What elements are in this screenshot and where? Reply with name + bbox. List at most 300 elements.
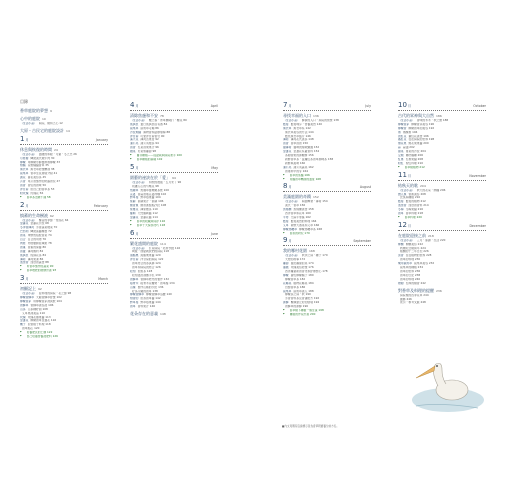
entry-title: 自製香草茶 186 xyxy=(285,285,306,289)
entry-title: 柳蘭美容 222 xyxy=(405,242,424,246)
entry-herb: 粉紅 xyxy=(398,161,404,165)
month-english: May xyxy=(211,165,218,170)
page-number: 114 xyxy=(160,241,166,246)
entry-title: 用檸檬水靜置將薑檸檬 33 xyxy=(27,160,61,164)
entry-title: 給自己的香草茶 53 xyxy=(30,187,55,191)
entry-title: 松柏茶 128 xyxy=(137,270,153,273)
toc-entry[interactable] xyxy=(20,335,108,339)
entry-title: 傳統美式燉牛肉 30 xyxy=(30,156,55,160)
entry-title: 新鮮與美味 160 xyxy=(285,161,306,165)
entry-herb: 紫錐花 xyxy=(130,208,139,212)
entry-title: 藍色薰衣草貼片 146 xyxy=(285,134,311,138)
entry-herb: 漆大花 xyxy=(130,138,139,142)
entry-title: ◆ 香草的蒸餾 166 xyxy=(289,173,310,177)
entry-title: 接骨木花糖漿・香草醋 134 xyxy=(140,281,175,285)
entry-title: 金盞花系蓋香料 154 xyxy=(293,150,320,154)
entry-herb: 茴香 xyxy=(20,183,26,187)
toc-label: 目錄 xyxy=(20,99,28,104)
entry-title: 迷迭香蔬食 88 xyxy=(30,261,49,265)
entry-title: 蕾拉蘿蔔泡菜 174 xyxy=(290,262,314,266)
entry-herb: 鼠尾草 xyxy=(20,172,29,176)
toc-entry[interactable] xyxy=(130,158,218,162)
entry-title: 和煦的微風・五月末了 96 xyxy=(148,180,182,184)
entry-herb: 〔生活小品〕 xyxy=(283,118,300,122)
month-number: 2 xyxy=(20,200,25,209)
section-title-text: 清除焦慮和不安 xyxy=(130,112,158,118)
entry-herb: 魚腥草 xyxy=(130,188,139,192)
section-title[interactable] xyxy=(20,108,108,114)
month-header xyxy=(20,274,108,284)
page-number: 136 xyxy=(313,113,319,118)
entry-title: 檸檬香草茶 182 xyxy=(285,277,306,281)
entry-title: 香草的世界 236 xyxy=(400,270,421,273)
month-number: 10 xyxy=(398,101,407,109)
entry-herb: 琉璃苣 xyxy=(130,122,139,126)
month-english: September xyxy=(353,239,371,244)
entry-title: 萬物香如話療瓊梅 88 xyxy=(143,130,171,134)
entry-title: 香料果汁 146 xyxy=(137,305,156,309)
entry-title: ◆ 香草樹植物 212 xyxy=(404,165,425,169)
entry-title: 薰衣草紓緩精油 38 xyxy=(30,168,55,172)
entry-title: 香草的料理 230 xyxy=(400,258,421,262)
entry-herb: 芸香 xyxy=(20,180,26,184)
month-english: November xyxy=(469,173,486,178)
entry-title: 用檸檬香茅清爽飲 104 xyxy=(33,299,62,303)
entry-title: 用芸香製作的防蟲香包 47 xyxy=(27,180,61,184)
entry-title: ◆ 自己培養營養液肥料 126 xyxy=(26,335,58,339)
month-char: 月 xyxy=(288,104,292,108)
month-number: 5 xyxy=(130,162,135,171)
page-number: 10 xyxy=(42,116,46,121)
entry-herb: 豆類 xyxy=(398,154,404,158)
page-number: 92 xyxy=(38,287,42,292)
month-char: 月 xyxy=(135,165,139,170)
page-number: 9 xyxy=(50,108,52,113)
entry-title: 天然羅勒醬 112 xyxy=(137,212,158,216)
entry-herb: 金蓮花 xyxy=(20,222,29,226)
page-number: 152 xyxy=(313,195,319,200)
entry-herb: 洋甘菊 xyxy=(130,258,139,262)
entry-title: ◆ 香草樹下種植一個生蛋 198 xyxy=(289,309,324,313)
entry-title: 玫瑰花 56 xyxy=(30,191,44,195)
page-number: 14 xyxy=(66,128,70,133)
entry-title: 傳統蛋醬麵食 72 xyxy=(30,230,52,234)
entry-title: 蒜頭 202 xyxy=(402,146,415,150)
section-title[interactable] xyxy=(130,311,218,317)
month-english: February xyxy=(93,203,108,208)
entry-herb: 山茶 xyxy=(20,307,26,311)
entry-title: 打造庭院・培育零錢 116 xyxy=(148,246,181,250)
entry-herb: 甜菜 xyxy=(398,150,404,154)
entry-title: 庭院、樹和之心 12 xyxy=(38,121,63,125)
entry-title: 黑醋栗果醬 120 xyxy=(140,254,161,258)
entry-title: 香草點心 120 xyxy=(22,327,40,331)
pelican-eye xyxy=(436,365,438,367)
entry-title: 檸檬香蜂草浴鹽 140 xyxy=(146,293,172,297)
entry-title: 新鮮大酒菜和艾草 166 xyxy=(290,223,320,227)
entry-herb: 香草 xyxy=(130,305,136,309)
month-english: July xyxy=(365,104,371,108)
entry-herb: 香堇 xyxy=(20,245,26,249)
entry-title: 鼠尾草美人 188 xyxy=(293,289,314,293)
entry-herb: 藍莓 xyxy=(283,219,289,223)
entry-title: 西洋香草和花草 160 xyxy=(285,212,311,216)
pelican-neck xyxy=(433,363,446,386)
entry-herb: 洋甘菊 xyxy=(130,134,139,138)
entry-herb: 香菜 xyxy=(20,234,26,238)
entry-herb: 迷迭香 xyxy=(398,204,407,208)
entry-title: ◆ 播芽種植——從盆栽與庭院著手 100 xyxy=(136,154,182,158)
entry-herb: 藍莓 xyxy=(283,122,289,126)
entry-title: 可愛洋甘菊香皂 90 xyxy=(140,134,165,138)
entry-herb: 紅薑 xyxy=(398,157,404,161)
month-char: 月 xyxy=(407,223,412,228)
toc-entry[interactable] xyxy=(20,196,108,200)
entry-herb: 〔生活小品〕 xyxy=(398,118,415,122)
entry-herb: 百合 xyxy=(20,238,26,242)
entry-herb: 檸檬香蜂草 xyxy=(130,293,144,297)
entry-herb: 薄荷 xyxy=(20,257,26,261)
entry-title: ◆ 香草堆肥的發酵計畫 93 xyxy=(26,269,57,273)
entry-title: 蒲公英蔬菜 162 xyxy=(293,165,314,169)
entry-title: 蕃紅花美食 196 xyxy=(408,134,429,138)
entry-title: 在在庭院的世界 198 xyxy=(408,138,435,142)
entry-herb: 山楂 xyxy=(130,285,136,289)
entry-herb: 〔生活小品〕 xyxy=(283,200,300,204)
entry-title: 香草的日記 238 xyxy=(400,273,421,277)
entry-herb: 檀樹 xyxy=(398,281,404,285)
entry-title: 薰衣草美容的方法 144 xyxy=(285,130,314,134)
entry-title: 秋天的花朵・開播 206 xyxy=(416,188,446,192)
entry-title: ◆ 香草十大保存技巧 118 xyxy=(136,223,166,227)
entry-title: 製作山楂的沙拉 136 xyxy=(137,285,164,289)
entry-herb: 香草 xyxy=(398,212,404,216)
month-char: 月 xyxy=(288,185,292,190)
toc-entry[interactable] xyxy=(398,166,486,170)
entry-herb: 檸檬馬鞭草 xyxy=(283,227,297,231)
entry-herb: 接骨木 xyxy=(130,281,139,285)
entry-herb: 柳蘭 xyxy=(398,242,404,246)
toc-entry[interactable] xyxy=(398,282,486,286)
toc-entry[interactable] xyxy=(20,122,108,126)
entry-herb: 蒲公英 xyxy=(130,142,139,146)
entry-herb: 冬梅 xyxy=(398,208,404,212)
pelican-illustration xyxy=(408,356,488,418)
entry-herb: 無花果 xyxy=(398,142,407,146)
entry-herb: 茴香 xyxy=(130,146,136,150)
entry-herb: 蒜 xyxy=(398,146,401,150)
entry-title: 薄荷苦果膏 92 xyxy=(140,138,159,142)
entry-title: 紅菜茴果果汁 96 xyxy=(137,146,159,150)
entry-herb: 檸檬香茅 xyxy=(20,299,32,303)
month-number: 9 xyxy=(283,236,288,245)
entry-herb: 月桂樹 xyxy=(20,156,29,160)
month-char: 月 xyxy=(25,277,29,282)
entry-herb: 野草莓 xyxy=(130,301,139,305)
month-header xyxy=(398,170,486,181)
month-char: 月 xyxy=(25,137,29,142)
entry-herb: 薰衣草 xyxy=(20,168,29,172)
entry-title: 夏日琉璃苣搭有酒 84 xyxy=(140,122,168,126)
entry-herb: 〔生活小品〕 xyxy=(130,118,147,122)
entry-herb: 〔生活小品〕 xyxy=(20,218,37,222)
entry-title: 無花果果醬 200 xyxy=(408,142,429,146)
entry-title: 庭園舞會・薄荷 154 xyxy=(301,200,328,204)
entry-title: 芝麻牛蒡絲 162 xyxy=(290,215,311,219)
entry-herb: 細香蔥 xyxy=(130,204,139,208)
entry-title: 檸檬香茅美容 190 xyxy=(411,122,435,126)
entry-herb: 藍莓 xyxy=(398,200,404,204)
entry-herb: 檸檬香茅 xyxy=(398,122,410,126)
entry-title: 紅薑果醬 208 xyxy=(405,157,424,161)
entry-title: 香包的香味 50 xyxy=(27,183,47,187)
entry-title: 西洋蘿蔔新香香化和紓療愈心 178 xyxy=(285,270,328,273)
entry-title: 蒲公英根茶 94 xyxy=(140,142,159,146)
section-title-text: 美滿庭園的奇蹟 xyxy=(283,194,311,200)
month-number: 7 xyxy=(283,101,288,109)
entry-herb: 茴藿 xyxy=(20,249,26,253)
entry-herb: 番紅花 xyxy=(398,138,407,142)
toc-entry[interactable] xyxy=(130,305,218,309)
toc-column-3 xyxy=(283,100,371,317)
entry-herb: 薑 xyxy=(398,130,401,134)
month-header xyxy=(283,236,371,246)
entry-herb: 金蓮花 xyxy=(130,215,139,219)
entry-title: 秋楊紀念樹賀年 224 xyxy=(400,246,426,250)
entry-herb: 黃花 xyxy=(20,176,26,180)
month-number: 11 xyxy=(398,170,407,179)
entry-title: 種籽播種 206 xyxy=(405,154,424,158)
entry-title: 艾草果凍美品 110 xyxy=(22,311,46,315)
month-char: 月 xyxy=(25,203,29,208)
month-english: June xyxy=(211,231,218,236)
section-title[interactable] xyxy=(20,128,108,134)
entry-herb: 冬季香薄荷 xyxy=(20,226,34,230)
entry-herb: 〔生活小品〕 xyxy=(20,121,37,125)
entry-title: 在在植物的世界 228 xyxy=(405,254,432,258)
entry-herb: 〔生活小品〕 xyxy=(20,152,37,156)
page-number: 204 xyxy=(420,183,426,188)
entry-title: 金蓮花沙拉 68 xyxy=(30,222,49,226)
entry-herb: 〔生活小品〕 xyxy=(283,254,300,258)
entry-herb: 橄子 xyxy=(20,323,26,327)
month-header xyxy=(398,101,486,111)
toc-entry[interactable] xyxy=(398,216,486,220)
entry-title: 琉璃花茶 84 xyxy=(30,253,47,257)
section-title-text: 我的哪村花園 xyxy=(283,248,307,254)
entry-title: 香蕉美容 208 xyxy=(408,192,426,196)
entry-herb: 檸檬 xyxy=(20,160,26,164)
entry-title: 野草莓果醬 144 xyxy=(140,301,161,305)
entry-title: 黃花美容茶 45 xyxy=(27,176,47,180)
entry-herb: 〔生活小品〕 xyxy=(130,246,147,250)
entry-herb: 薰衣草 xyxy=(283,126,292,130)
entry-title: 鼠尾草美容 232 xyxy=(414,262,435,266)
entry-title: 檸檬香草的美容 192 xyxy=(408,126,435,130)
entry-herb: 茴香 xyxy=(283,142,289,146)
toc-entry[interactable] xyxy=(283,178,371,182)
entry-title: 冬梅果醬 216 xyxy=(405,208,424,212)
entry-title: 美式・香草 156 xyxy=(285,204,306,208)
entry-title: 烤鮮魚搭配香菜 74 xyxy=(27,234,52,238)
month-char: 月 xyxy=(288,239,292,244)
entry-title: 比蒸庭種植 210 xyxy=(400,196,421,200)
entry-title: 粉紅料理 210 xyxy=(405,161,424,165)
entry-title: 薰衣草系 142 xyxy=(293,126,311,130)
entry-title: 秋季之庭・種子 170 xyxy=(301,254,328,258)
entry-title: 天麗香蜂草紓緩 102 xyxy=(36,296,62,299)
entry-herb: 松柏 xyxy=(130,270,136,273)
entry-title: 香草料理 218 xyxy=(405,212,424,216)
entry-title: 芳香蔬菜燉菜 70 xyxy=(36,226,58,230)
entry-herb: 玫瑰 xyxy=(20,315,26,319)
entry-title: 香堇的保養 80 xyxy=(27,245,47,249)
entry-title: 松柏浸泡油護手乳 130 xyxy=(132,273,161,277)
entry-herb: 檸檬香 xyxy=(398,126,407,130)
entry-herb: 貓薄荷 xyxy=(283,146,292,150)
entry-herb: 馬郁蘭 xyxy=(283,208,292,212)
entry-title: 肉桂雞腿佐蘋果 78 xyxy=(27,241,52,245)
entry-title: 貓咪的遊戲樂園 152 xyxy=(293,146,320,150)
entry-herb: 野草莓 xyxy=(130,196,139,200)
entry-title: 甜菜的沙拉 204 xyxy=(405,150,426,154)
month-char: 月 xyxy=(135,104,139,108)
entry-herb: 〔生活小品〕 xyxy=(20,292,37,296)
entry-title: 鼠尾草的種植 234 xyxy=(400,266,424,270)
entry-title: 洋甘菊的庭院 122 xyxy=(140,258,164,262)
entry-title: ◆ 蒸餾香草精油的溫度 168 xyxy=(289,177,321,181)
month-number: 12 xyxy=(398,220,407,229)
month-number: 8 xyxy=(283,182,288,191)
entry-title: 薄荷花式美茶 148 xyxy=(290,138,314,142)
entry-title: 魚腥草當藥藥茶飲 100 xyxy=(140,188,170,192)
month-header xyxy=(130,162,218,173)
entry-title: 香蜂草美容液 106 xyxy=(30,303,54,307)
entry-title: 薄紫錐茶 110 xyxy=(140,208,158,212)
entry-title: 給蒸香草醬 142 xyxy=(140,297,161,301)
entry-herb: 鼠尾草 xyxy=(283,289,292,293)
entry-title: 山茶種籽油 108 xyxy=(27,307,48,311)
entry-title: 薑醃薑 194 xyxy=(402,130,418,134)
entry-title: 好茶冷藏的香草 138 xyxy=(132,289,158,293)
toc-column-1 xyxy=(20,100,108,339)
entry-title: 藍莓的植物 212 xyxy=(405,200,426,204)
entry-title: 夠成・他隨就我們的庭院 118 xyxy=(132,250,169,254)
entry-title: 野草莓果醬 104 xyxy=(140,196,161,200)
entry-title: ◆ 香氛的研究 170 xyxy=(289,231,310,235)
entry-title: 檸檬馬鞭草茶 168 xyxy=(299,227,323,231)
entry-title: 香草和庭院的結合 126 xyxy=(132,266,161,270)
entry-herb: 香紅花 xyxy=(398,134,407,138)
entry-herb: 〔生活小品〕 xyxy=(130,180,147,184)
month-english: March xyxy=(98,277,108,282)
section-title-text: 大原・古民宅的庭院設計 xyxy=(20,127,64,133)
entry-herb: 〔生活小品〕 xyxy=(398,188,415,192)
page-number: 236 xyxy=(436,288,442,293)
month-header xyxy=(20,134,108,145)
entry-title: 茶樹香果的蜜糖餅 156 xyxy=(285,154,314,158)
entry-title: 玫瑰花瓣果醬 113 xyxy=(27,315,51,319)
entry-title: 藍莓美食的料理 164 xyxy=(290,219,317,223)
entry-herb: 薔薇 xyxy=(283,266,289,270)
entry-title: 香草茴香 150 xyxy=(290,142,309,146)
entry-title: 香蜂草的蜜蜂 196 xyxy=(285,305,309,309)
entry-title: 香蒜香葉芫荽拌麵 102 xyxy=(137,192,167,196)
toc-entry[interactable] xyxy=(398,301,486,305)
entry-title: 玩讓人心的芍藥花 98 xyxy=(132,184,159,188)
entry-title: 紅棒的樹香 242 xyxy=(405,281,426,285)
entry-herb: 金盞花 xyxy=(20,319,29,323)
entry-title: 溫暖的和睦・月暈・冬之志 26 xyxy=(38,152,77,156)
entry-title: 蜂蜜的入口・庭院的智慧 138 xyxy=(301,118,339,122)
entry-herb: 粉玫瑰 xyxy=(20,191,29,195)
entry-herb: 香蜂草 xyxy=(130,277,139,281)
entry-herb: 蜜蜂 xyxy=(283,301,289,305)
entry-herb: 黑醋栗 xyxy=(130,254,139,258)
section-title-text: 休息與恢復的時間 xyxy=(20,146,52,152)
entry-herb: 金盞花 xyxy=(283,150,292,154)
entry-title: 香味的木木・秋之旅 188 xyxy=(416,118,449,122)
month-char: 月 xyxy=(407,104,412,108)
entry-title: ◆ 香草茶治療不適 58 xyxy=(26,195,51,199)
entry-herb: 藥用鼠尾草 xyxy=(398,262,412,266)
entry-herb: 肉桂 xyxy=(20,241,26,245)
page-number: 62 xyxy=(50,213,54,218)
entry-title: 香蜂草肥皂的製作 132 xyxy=(140,277,170,281)
entry-title: 香草結合的冰淇淋 124 xyxy=(132,262,161,266)
entry-title: 檸檬香草金盞花 116 xyxy=(30,319,57,323)
month-header xyxy=(398,220,486,231)
entry-title: 百合的用途 76 xyxy=(27,238,47,242)
entry-title: 檸檬茶之庭・秋 190 xyxy=(285,293,311,297)
month-header xyxy=(283,101,371,111)
section-title-text: 花朵存在的意義 xyxy=(130,311,158,317)
entry-herb: 艾草 xyxy=(283,223,289,227)
page-number: 148 xyxy=(160,312,166,317)
entry-herb: 檸檬 xyxy=(283,273,289,277)
toc-entry[interactable] xyxy=(20,269,108,273)
page-number: 218 xyxy=(428,233,434,238)
entry-title: 香草的料理 240 xyxy=(400,277,421,281)
entry-title: 鼠尾草寺廟 86 xyxy=(140,126,159,130)
entry-herb: 琉璃苣 xyxy=(20,253,29,257)
entry-herb: 沙拉地榆 xyxy=(130,130,142,134)
entry-title: 薄荷果凍 86 xyxy=(27,257,44,261)
entry-title: 金蓮花醬 114 xyxy=(140,215,158,219)
entry-herb: 柑香的 xyxy=(130,297,139,301)
toc-entry[interactable] xyxy=(130,224,218,228)
toc-entry[interactable] xyxy=(283,232,371,236)
month-english: December xyxy=(469,223,486,228)
month-number: 6 xyxy=(130,228,135,237)
entry-herb: 〔生活小品〕 xyxy=(398,238,415,242)
month-number: 4 xyxy=(130,101,135,109)
section-title-text: 尋找幸福的入口 xyxy=(283,112,311,118)
entry-herb: 牛蒡 xyxy=(283,215,289,219)
month-header xyxy=(20,200,108,211)
entry-herb: 紫蘇 xyxy=(130,200,136,204)
entry-title: ◆ 用香草製作的蔬菜 90 xyxy=(26,265,54,269)
section-title-text: 初顯記上 xyxy=(20,286,36,292)
month-english: January xyxy=(95,137,108,142)
page-number: 24 xyxy=(54,147,58,152)
entry-herb: 巴西利 xyxy=(20,230,29,234)
section-title-text: 結秋天的歌 xyxy=(398,182,418,188)
entry-title: 薄荷酸奶 82 xyxy=(27,249,44,253)
toc-entry[interactable] xyxy=(283,313,371,317)
entry-title: 櫻之春・青草蘭時打・櫻花 80 xyxy=(148,118,187,122)
entry-title: 三月・耶誕・生活 220 xyxy=(416,238,446,242)
